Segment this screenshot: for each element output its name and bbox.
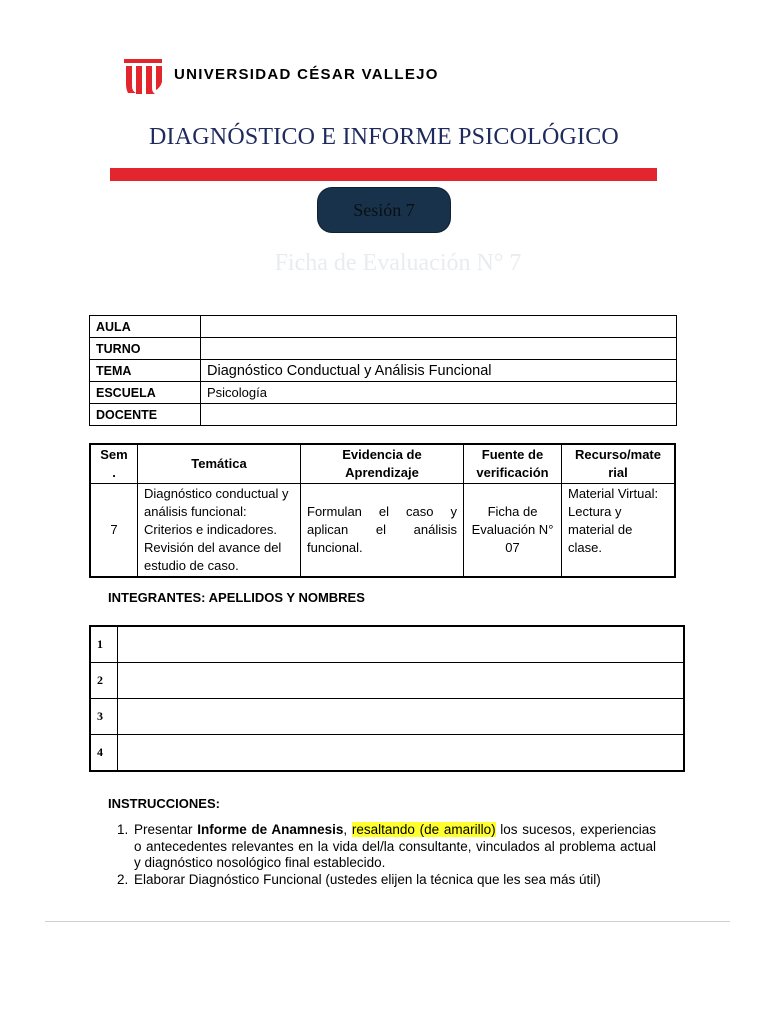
aula-value — [201, 316, 677, 338]
instruction-1-highlight: resaltando (de amarillo) — [351, 822, 496, 837]
member-number: 2 — [90, 663, 118, 699]
member-name-field[interactable] — [118, 735, 685, 772]
member-name-field[interactable] — [118, 626, 685, 663]
instructions-list — [108, 822, 656, 888]
table-row — [90, 382, 677, 404]
instruction-1-mid: , — [343, 822, 352, 837]
member-number: 3 — [90, 699, 118, 735]
table-row — [90, 338, 677, 360]
ucv-shield-icon — [122, 56, 166, 96]
instrucciones-heading: INSTRUCCIONES: — [108, 796, 220, 811]
table-row — [90, 663, 684, 699]
docente-value — [201, 404, 677, 426]
escuela-label: ESCUELA — [90, 382, 201, 404]
table-row — [90, 626, 684, 663]
cell-tematica: Diagnóstico conductual y análisis funcional: Criterios e indicadores. Revisión del avance del estudio de caso. — [138, 484, 301, 578]
cell-sem: 7 — [90, 484, 138, 578]
table-row — [90, 699, 684, 735]
table-row — [90, 484, 675, 578]
session-plan-table — [89, 443, 676, 578]
table-row — [90, 735, 684, 772]
instruction-1-post: los sucesos, experiencias o antecedentes relevantes en la vida del/la consultante, vinculados al problema actual y diagnóstico nosológico final establecido. — [134, 822, 657, 870]
table-header-row — [90, 444, 675, 484]
session-label: Sesión 7 — [353, 200, 415, 220]
instruction-item-1 — [132, 822, 656, 872]
header-sem: Sem . — [90, 444, 138, 484]
aula-label: AULA — [90, 316, 201, 338]
course-info-table — [89, 315, 677, 426]
header-fuente: Fuente de verificación — [464, 444, 562, 484]
ficha-title: Ficha de Evaluación N° 7 — [274, 250, 522, 276]
cell-fuente: Ficha de Evaluación N° 07 — [464, 484, 562, 578]
page-divider — [45, 921, 730, 922]
tema-value: Diagnóstico Conductual y Análisis Funcional — [201, 360, 677, 382]
university-logo — [122, 56, 439, 96]
tema-label: TEMA — [90, 360, 201, 382]
title-underline-bar — [110, 168, 657, 181]
members-table — [89, 625, 685, 772]
turno-value — [201, 338, 677, 360]
university-name: UNIVERSIDAD CÉSAR VALLEJO — [174, 66, 439, 83]
member-name-field[interactable] — [118, 663, 685, 699]
header-tematica: Temática — [138, 444, 301, 484]
escuela-value: Psicología — [201, 382, 677, 404]
session-badge — [318, 188, 450, 232]
table-row — [90, 404, 677, 426]
table-row — [90, 360, 677, 382]
document-title: DIAGNÓSTICO E INFORME PSICOLÓGICO — [149, 124, 619, 150]
instruction-item-2: 2. Elaborar Diagnóstico Funcional (ustedes elijen la técnica que les sea más útil) — [132, 872, 656, 889]
integrantes-heading: INTEGRANTES: APELLIDOS Y NOMBRES — [108, 590, 365, 605]
cell-recurso: Material Virtual: Lectura y material de clase. — [562, 484, 676, 578]
cell-evidencia: Formulan el caso y aplican el análisis funcional. — [301, 484, 464, 578]
docente-label: DOCENTE — [90, 404, 201, 426]
member-number: 4 — [90, 735, 118, 772]
header-recurso: Recurso/mate rial — [562, 444, 676, 484]
turno-label: TURNO — [90, 338, 201, 360]
instruction-1-bold: Informe de Anamnesis — [197, 822, 344, 837]
header-evidencia: Evidencia de Aprendizaje — [301, 444, 464, 484]
instruction-1-pre: Presentar — [134, 822, 198, 837]
member-number: 1 — [90, 626, 118, 663]
member-name-field[interactable] — [118, 699, 685, 735]
table-row — [90, 316, 677, 338]
